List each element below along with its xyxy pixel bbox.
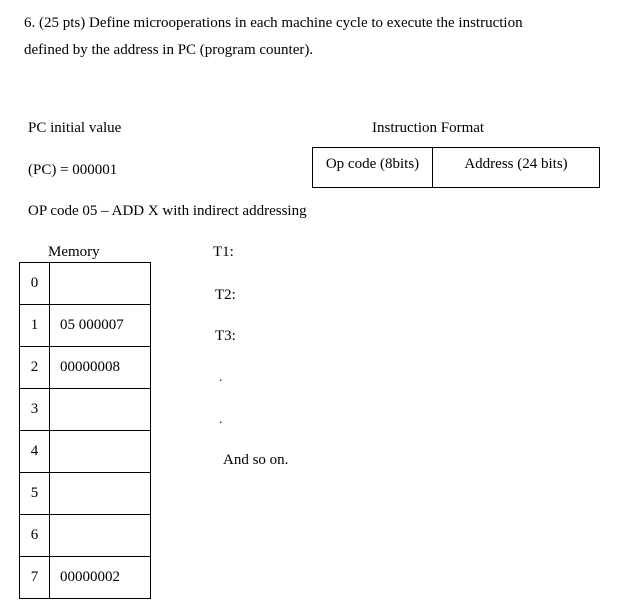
continuation-dot: . [219,369,223,384]
pc-initial-label: PC initial value [28,120,122,136]
question-line-2: defined by the address in PC (program counter). [24,42,314,58]
question-text [24,10,614,64]
opcode-description: OP code 05 – ADD X with indirect addressing [28,203,307,219]
memory-row [20,263,151,305]
memory-title: Memory [48,244,100,260]
memory-row [20,473,151,515]
instruction-format-box [312,147,600,188]
memory-value [50,515,151,557]
memory-value [50,389,151,431]
memory-value [50,473,151,515]
pc-initial-value: (PC) = 000001 [28,162,118,178]
memory-address: 6 [20,515,50,557]
memory-value: 00000002 [50,557,151,599]
memory-row [20,305,151,347]
memory-row [20,515,151,557]
memory-row [20,557,151,599]
and-so-on-text: And so on. [223,452,289,468]
memory-address: 1 [20,305,50,347]
question-line-1: 6. (25 pts) Define microoperations in each machine cycle to execute the instruction [24,15,523,31]
continuation-dot: . [219,411,223,426]
memory-address: 7 [20,557,50,599]
cycle-t3-label: T3: [215,328,236,344]
format-field-opcode: Op code (8bits) [313,148,433,187]
memory-value: 00000008 [50,347,151,389]
instruction-format-title: Instruction Format [372,120,485,136]
memory-row [20,389,151,431]
memory-address: 0 [20,263,50,305]
memory-address: 4 [20,431,50,473]
memory-value [50,431,151,473]
memory-table [19,262,151,599]
memory-value [50,263,151,305]
memory-address: 3 [20,389,50,431]
memory-row [20,431,151,473]
memory-row [20,347,151,389]
format-field-address: Address (24 bits) [464,156,568,172]
cycle-t1-label: T1: [213,244,234,260]
memory-address: 5 [20,473,50,515]
memory-value: 05 000007 [50,305,151,347]
memory-address: 2 [20,347,50,389]
cycle-t2-label: T2: [215,287,236,303]
